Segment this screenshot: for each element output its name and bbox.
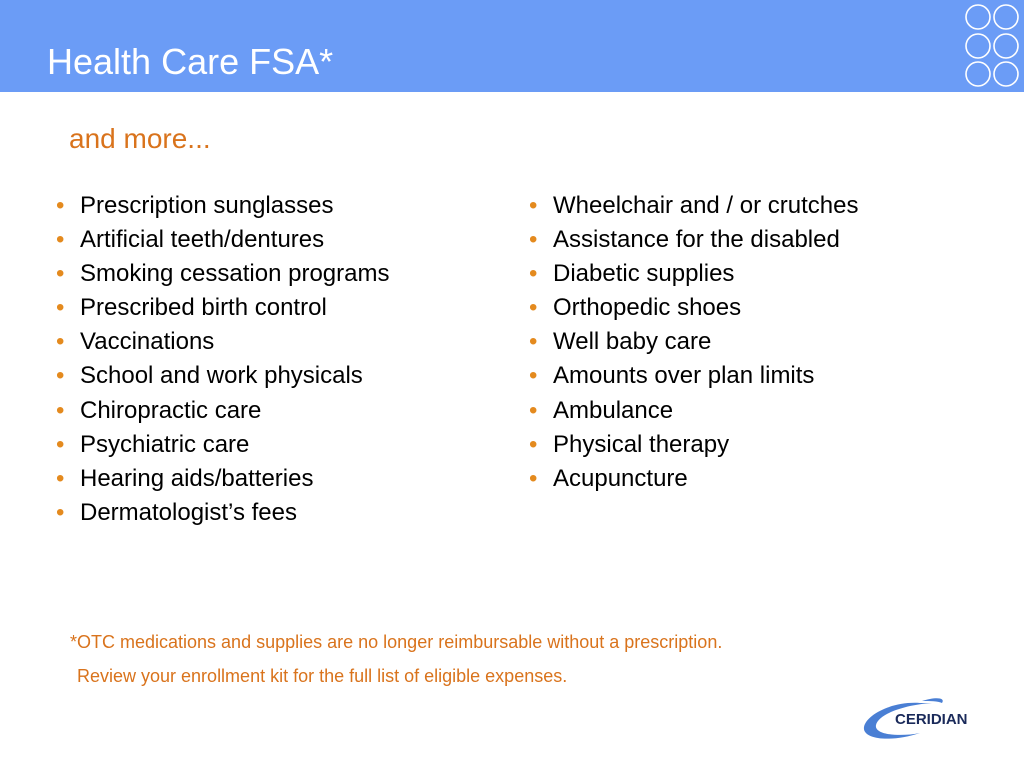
list-item xyxy=(529,428,858,462)
list-item-label: Prescription sunglasses xyxy=(80,192,334,219)
list-item-label: Wheelchair and / or crutches xyxy=(553,192,859,219)
list-item xyxy=(529,325,858,359)
list-item xyxy=(56,428,389,462)
list-item xyxy=(56,462,389,496)
list-item-label: Diabetic supplies xyxy=(553,260,735,288)
list-item xyxy=(529,257,858,291)
list-item-label: Prescribed birth control xyxy=(80,294,327,322)
list-item xyxy=(56,359,389,393)
footnote-otc: *OTC medications and supplies are no longer reimbursable without a prescription. xyxy=(70,632,723,652)
list-item-label: Artificial teeth/dentures xyxy=(80,226,325,254)
list-item xyxy=(529,223,858,257)
list-item-label: Smoking cessation programs xyxy=(80,260,390,288)
list-item-label: Psychiatric care xyxy=(80,430,250,458)
bullet-icon: • xyxy=(529,192,538,219)
list-item xyxy=(56,257,389,291)
bullet-icon: • xyxy=(529,430,538,458)
bullet-icon: • xyxy=(529,294,538,322)
decorative-circles-icon xyxy=(0,0,1024,92)
slide-title: Health Care FSA* xyxy=(47,41,334,82)
bullet-icon: • xyxy=(529,260,538,288)
left-expense-list xyxy=(56,189,389,530)
list-item xyxy=(56,496,389,530)
list-item xyxy=(529,359,858,393)
list-item-label: Hearing aids/batteries xyxy=(80,464,314,492)
bullet-icon: • xyxy=(56,192,65,219)
list-item-label: Dermatologist’s fees xyxy=(80,498,297,526)
list-item xyxy=(529,291,858,325)
bullet-icon: • xyxy=(529,396,538,424)
list-item-label: Assistance for the disabled xyxy=(553,226,840,254)
list-item-label: Orthopedic shoes xyxy=(553,294,742,322)
bullet-icon: • xyxy=(56,396,65,424)
bullet-icon: • xyxy=(529,328,538,356)
list-item xyxy=(529,189,858,223)
bullet-icon: • xyxy=(56,260,65,288)
bullet-icon: • xyxy=(56,226,65,254)
list-item xyxy=(56,394,389,428)
bullet-icon: • xyxy=(529,226,538,254)
bullet-icon: • xyxy=(56,294,65,322)
list-item xyxy=(529,462,858,496)
list-item-label: Amounts over plan limits xyxy=(553,362,815,390)
right-expense-list xyxy=(529,189,858,496)
ceridian-logo xyxy=(862,693,998,743)
list-item xyxy=(56,189,389,223)
list-item-label: Chiropractic care xyxy=(80,396,262,424)
list-item xyxy=(529,394,858,428)
bullet-icon: • xyxy=(56,328,65,356)
list-item-label: Vaccinations xyxy=(80,328,215,356)
list-item-label: Ambulance xyxy=(553,396,674,424)
bullet-icon: • xyxy=(529,464,538,492)
list-item xyxy=(56,223,389,257)
footnote-enrollment: Review your enrollment kit for the full list of eligible expenses. xyxy=(77,666,568,686)
bullet-icon: • xyxy=(529,362,538,390)
slide-subtitle: and more... xyxy=(69,123,211,154)
list-item xyxy=(56,325,389,359)
header-banner xyxy=(0,0,1024,92)
list-item-label: Well baby care xyxy=(553,328,712,356)
list-item-label: Acupuncture xyxy=(553,464,688,492)
list-item xyxy=(56,291,389,325)
list-item-label: School and work physicals xyxy=(80,362,363,390)
list-item-label: Physical therapy xyxy=(553,430,730,458)
bullet-icon: • xyxy=(56,430,65,458)
bullet-icon: • xyxy=(56,464,65,492)
bullet-icon: • xyxy=(56,362,65,390)
ceridian-swoosh-icon xyxy=(862,693,998,743)
bullet-icon: • xyxy=(56,498,65,526)
logo-text: CERIDIAN xyxy=(895,711,968,728)
